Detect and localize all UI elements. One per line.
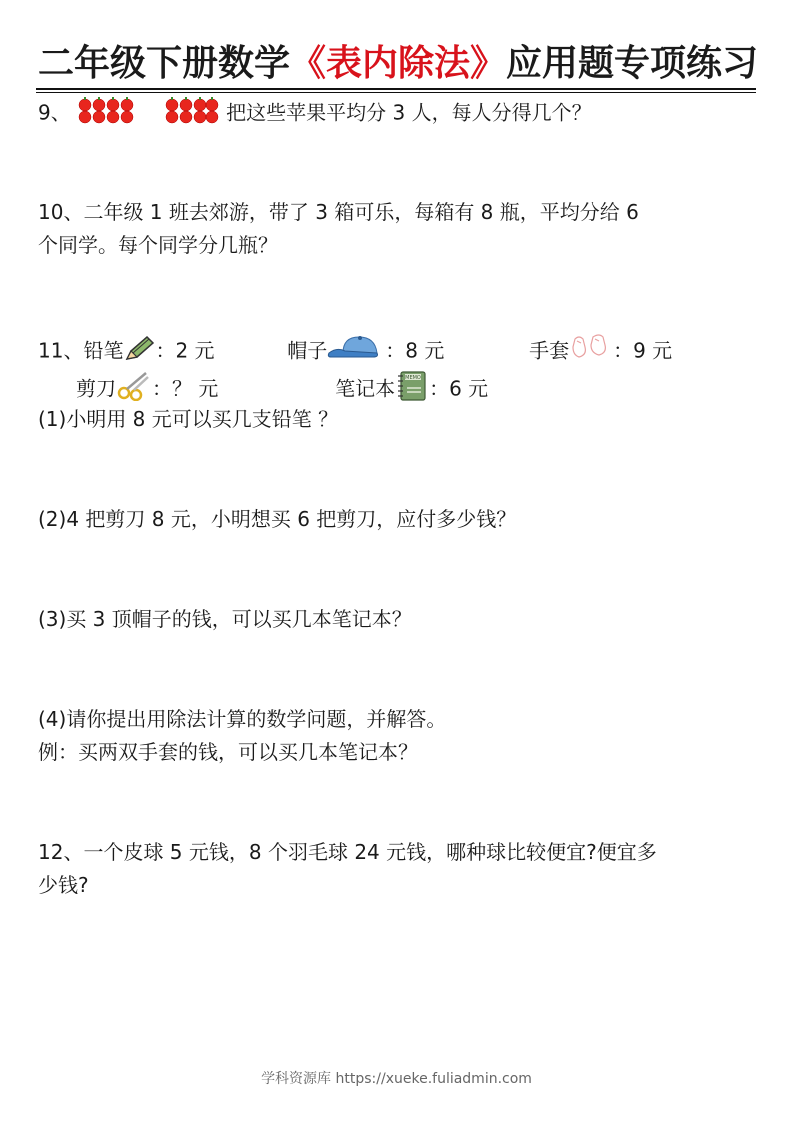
item-name: 铅笔: [83, 338, 124, 363]
item-price: ：8 元: [385, 338, 445, 363]
apples-icon: [77, 95, 137, 133]
q11-sub-3: (3)买 3 顶帽子的钱，可以买几本笔记本？: [38, 607, 412, 631]
item-price: ：2 元: [155, 338, 215, 363]
title-left: 二年级下册数学: [38, 42, 291, 84]
item-price: ：6 元: [429, 376, 489, 401]
footer-watermark: 学科资源库 https://xueke.fuliadmin.com: [261, 1071, 532, 1087]
item-name: 笔记本: [335, 376, 396, 401]
question-9: [38, 95, 592, 133]
apples-icon: [164, 95, 220, 133]
q9-text: 把这些苹果平均分 3 人，每人分得几个？: [226, 100, 592, 125]
title-rule-thin: [36, 92, 756, 93]
title-red: 《表内除法》: [290, 42, 507, 84]
notebook-icon: [395, 370, 429, 410]
q11-example: 例：买两双手套的钱，可以买几本笔记本？: [38, 740, 418, 764]
page-title: [38, 38, 758, 88]
q11-sub-4: (4)请你提出用除法计算的数学问题，并解答。: [38, 707, 447, 731]
gloves-icon: [569, 333, 613, 371]
title-right: 应用题专项练习: [506, 42, 759, 84]
notebook-label: MEMO: [405, 375, 421, 381]
title-rule-thick: [36, 88, 756, 90]
item-price: ：9 元: [613, 338, 673, 363]
cap-icon: [327, 333, 385, 371]
pencil-icon: [123, 333, 155, 371]
q11-sub-2: (2)4 把剪刀 8 元，小明想买 6 把剪刀，应付多少钱？: [38, 507, 517, 531]
q10-line-1: 10、二年级 1 班去郊游，带了 3 箱可乐，每箱有 8 瓶，平均分给 6: [38, 200, 639, 224]
q11-sub-1: (1)小明用 8 元可以买几支铅笔 ？: [38, 407, 339, 431]
item-name: 剪刀: [76, 376, 116, 401]
q11-number: 11、: [38, 338, 84, 363]
item-price: ：？ 元: [152, 376, 219, 401]
q12-line-2: 少钱?: [38, 873, 89, 897]
q10-line-2: 个同学。每个同学分几瓶？: [38, 233, 278, 257]
q9-number: 9、: [38, 100, 71, 125]
item-name: 帽子: [287, 338, 328, 363]
q11-prices-row-1: [38, 333, 672, 371]
q12-line-1: 12、一个皮球 5 元钱，8 个羽毛球 24 元钱，哪种球比较便宜?便宜多: [38, 840, 657, 864]
item-name: 手套: [529, 338, 570, 363]
